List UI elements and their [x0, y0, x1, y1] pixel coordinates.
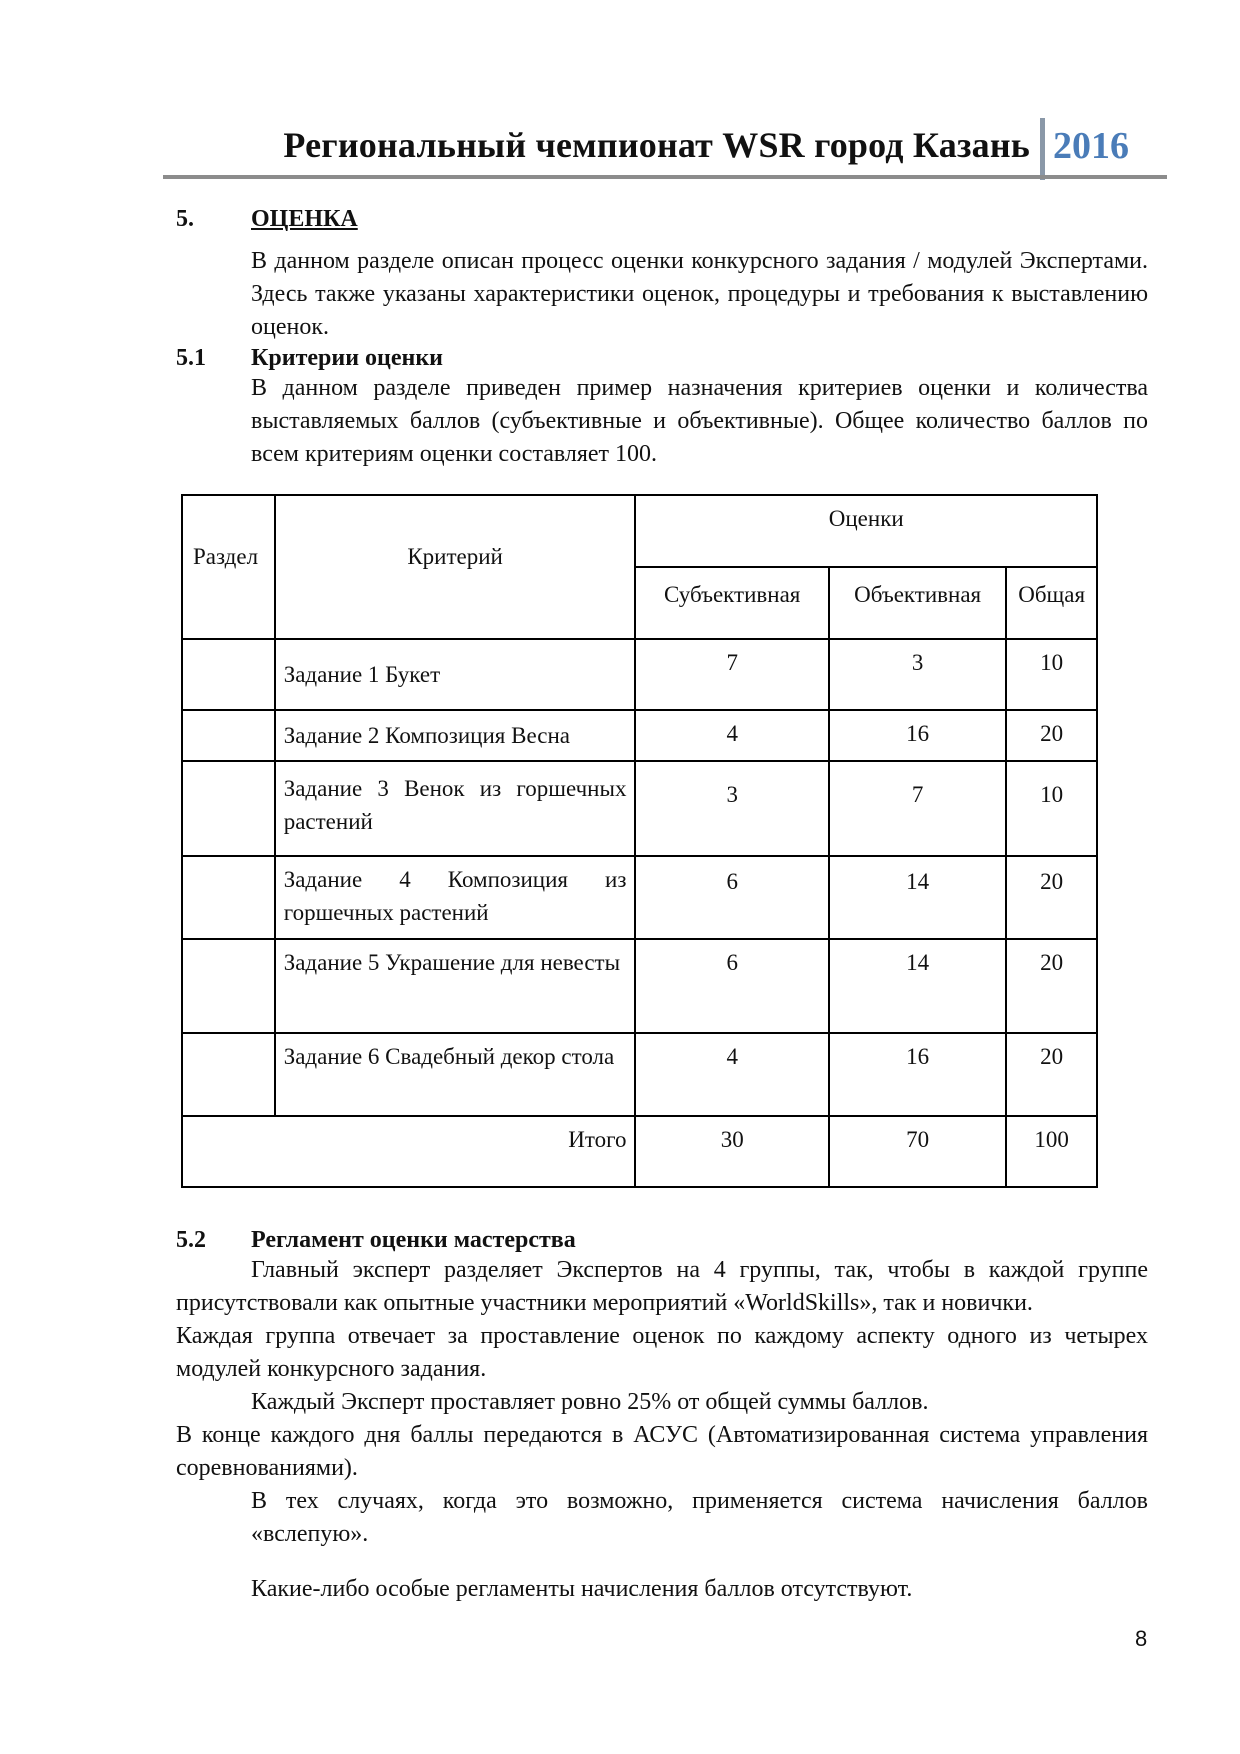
- row-section: [182, 1033, 275, 1116]
- row-section: [182, 761, 275, 856]
- section-5-text: В данном разделе описан процесс оценки конкурсного задания / модулей Экспертами. Здесь также указаны характеристики оценок, процедуры и требования к выставлению оценок.: [251, 248, 1148, 340]
- section-5-2-number: 5.2: [176, 1227, 206, 1253]
- row-section: [182, 939, 275, 1033]
- row-objective: 16: [829, 710, 1006, 761]
- row-criterion: Задание 3 Венок из горшечных растений: [275, 761, 636, 856]
- header-divider: [1040, 118, 1045, 180]
- row-objective: 14: [829, 939, 1006, 1033]
- header-rule: [163, 175, 1167, 179]
- totals-label: Итого: [182, 1116, 635, 1187]
- row-section: [182, 856, 275, 939]
- totals-total: 100: [1006, 1116, 1097, 1187]
- totals-row: [182, 1116, 1097, 1187]
- page-number: 8: [1135, 1626, 1148, 1651]
- section-5-title: ОЦЕНКА: [251, 206, 358, 232]
- row-subjective: 6: [635, 856, 828, 939]
- section-5-2-title: Регламент оценки мастерства: [251, 1227, 576, 1253]
- header-section: Раздел: [182, 495, 275, 639]
- header-subjective: Субъективная: [635, 567, 828, 639]
- row-criterion: Задание 5 Украшение для невесты: [275, 939, 636, 1033]
- header-objective: Объективная: [829, 567, 1006, 639]
- table-row: [182, 710, 1097, 761]
- section-5-2-paragraph-5: В тех случаях, когда это возможно, применяется система начисления баллов «вслепую».: [251, 1488, 1148, 1547]
- row-section: [182, 710, 275, 761]
- scores-table: [181, 494, 1098, 1188]
- section-5-1-text: В данном разделе приведен пример назначения критериев оценки и количества выставляемых баллов (субъективные и объективные). Общее количество баллов по всем критериям оценки составляет 100.: [251, 375, 1148, 467]
- row-criterion: Задание 6 Свадебный декор стола: [275, 1033, 636, 1116]
- row-subjective: 4: [635, 710, 828, 761]
- table-row: [182, 939, 1097, 1033]
- row-subjective: 6: [635, 939, 828, 1033]
- header-total: Общая: [1006, 567, 1097, 639]
- row-objective: 16: [829, 1033, 1006, 1116]
- header-scores: Оценки: [635, 495, 1097, 567]
- row-objective: 3: [829, 639, 1006, 710]
- row-subjective: 7: [635, 639, 828, 710]
- row-criterion: Задание 2 Композиция Весна: [275, 710, 636, 761]
- section-5-2-paragraph-6: Какие-либо особые регламенты начисления баллов отсутствуют.: [251, 1576, 913, 1602]
- section-5-2-paragraph-2: Каждая группа отвечает за проставление оценок по каждому аспекту одного из четырех модулей конкурсного задания.: [176, 1323, 1148, 1382]
- row-criterion: Задание 4 Композиция из горшечных растений: [275, 856, 636, 939]
- row-criterion: Задание 1 Букет: [275, 639, 636, 710]
- row-subjective: 4: [635, 1033, 828, 1116]
- header-title: Региональный чемпионат WSR город Казань: [283, 125, 1030, 165]
- table-row: [182, 856, 1097, 939]
- section-5-1-number: 5.1: [176, 345, 206, 371]
- table-row: [182, 1033, 1097, 1116]
- header-year: 2016: [1053, 125, 1129, 167]
- totals-subjective: 30: [635, 1116, 828, 1187]
- row-total: 20: [1006, 939, 1097, 1033]
- row-total: 20: [1006, 710, 1097, 761]
- row-total: 20: [1006, 1033, 1097, 1116]
- row-objective: 7: [829, 761, 1006, 856]
- row-total: 10: [1006, 639, 1097, 710]
- row-objective: 14: [829, 856, 1006, 939]
- section-5-2-paragraph-3: Каждый Эксперт проставляет ровно 25% от общей суммы баллов.: [251, 1389, 929, 1415]
- section-5-1-title: Критерии оценки: [251, 345, 443, 371]
- table-row: [182, 639, 1097, 710]
- row-total: 20: [1006, 856, 1097, 939]
- row-section: [182, 639, 275, 710]
- row-total: 10: [1006, 761, 1097, 856]
- header-criterion: Критерий: [275, 495, 636, 639]
- section-5-2-paragraph-4: В конце каждого дня баллы передаются в АСУС (Автоматизированная система управления соревнованиями).: [176, 1422, 1148, 1481]
- row-subjective: 3: [635, 761, 828, 856]
- table-row: [182, 761, 1097, 856]
- section-5-2-paragraph-1: Главный эксперт разделяет Экспертов на 4 группы, так, чтобы в каждой группе присутствовали как опытные участники мероприятий «WorldSkills», так и новички.: [176, 1257, 1148, 1316]
- totals-objective: 70: [829, 1116, 1006, 1187]
- section-5-number: 5.: [176, 206, 194, 232]
